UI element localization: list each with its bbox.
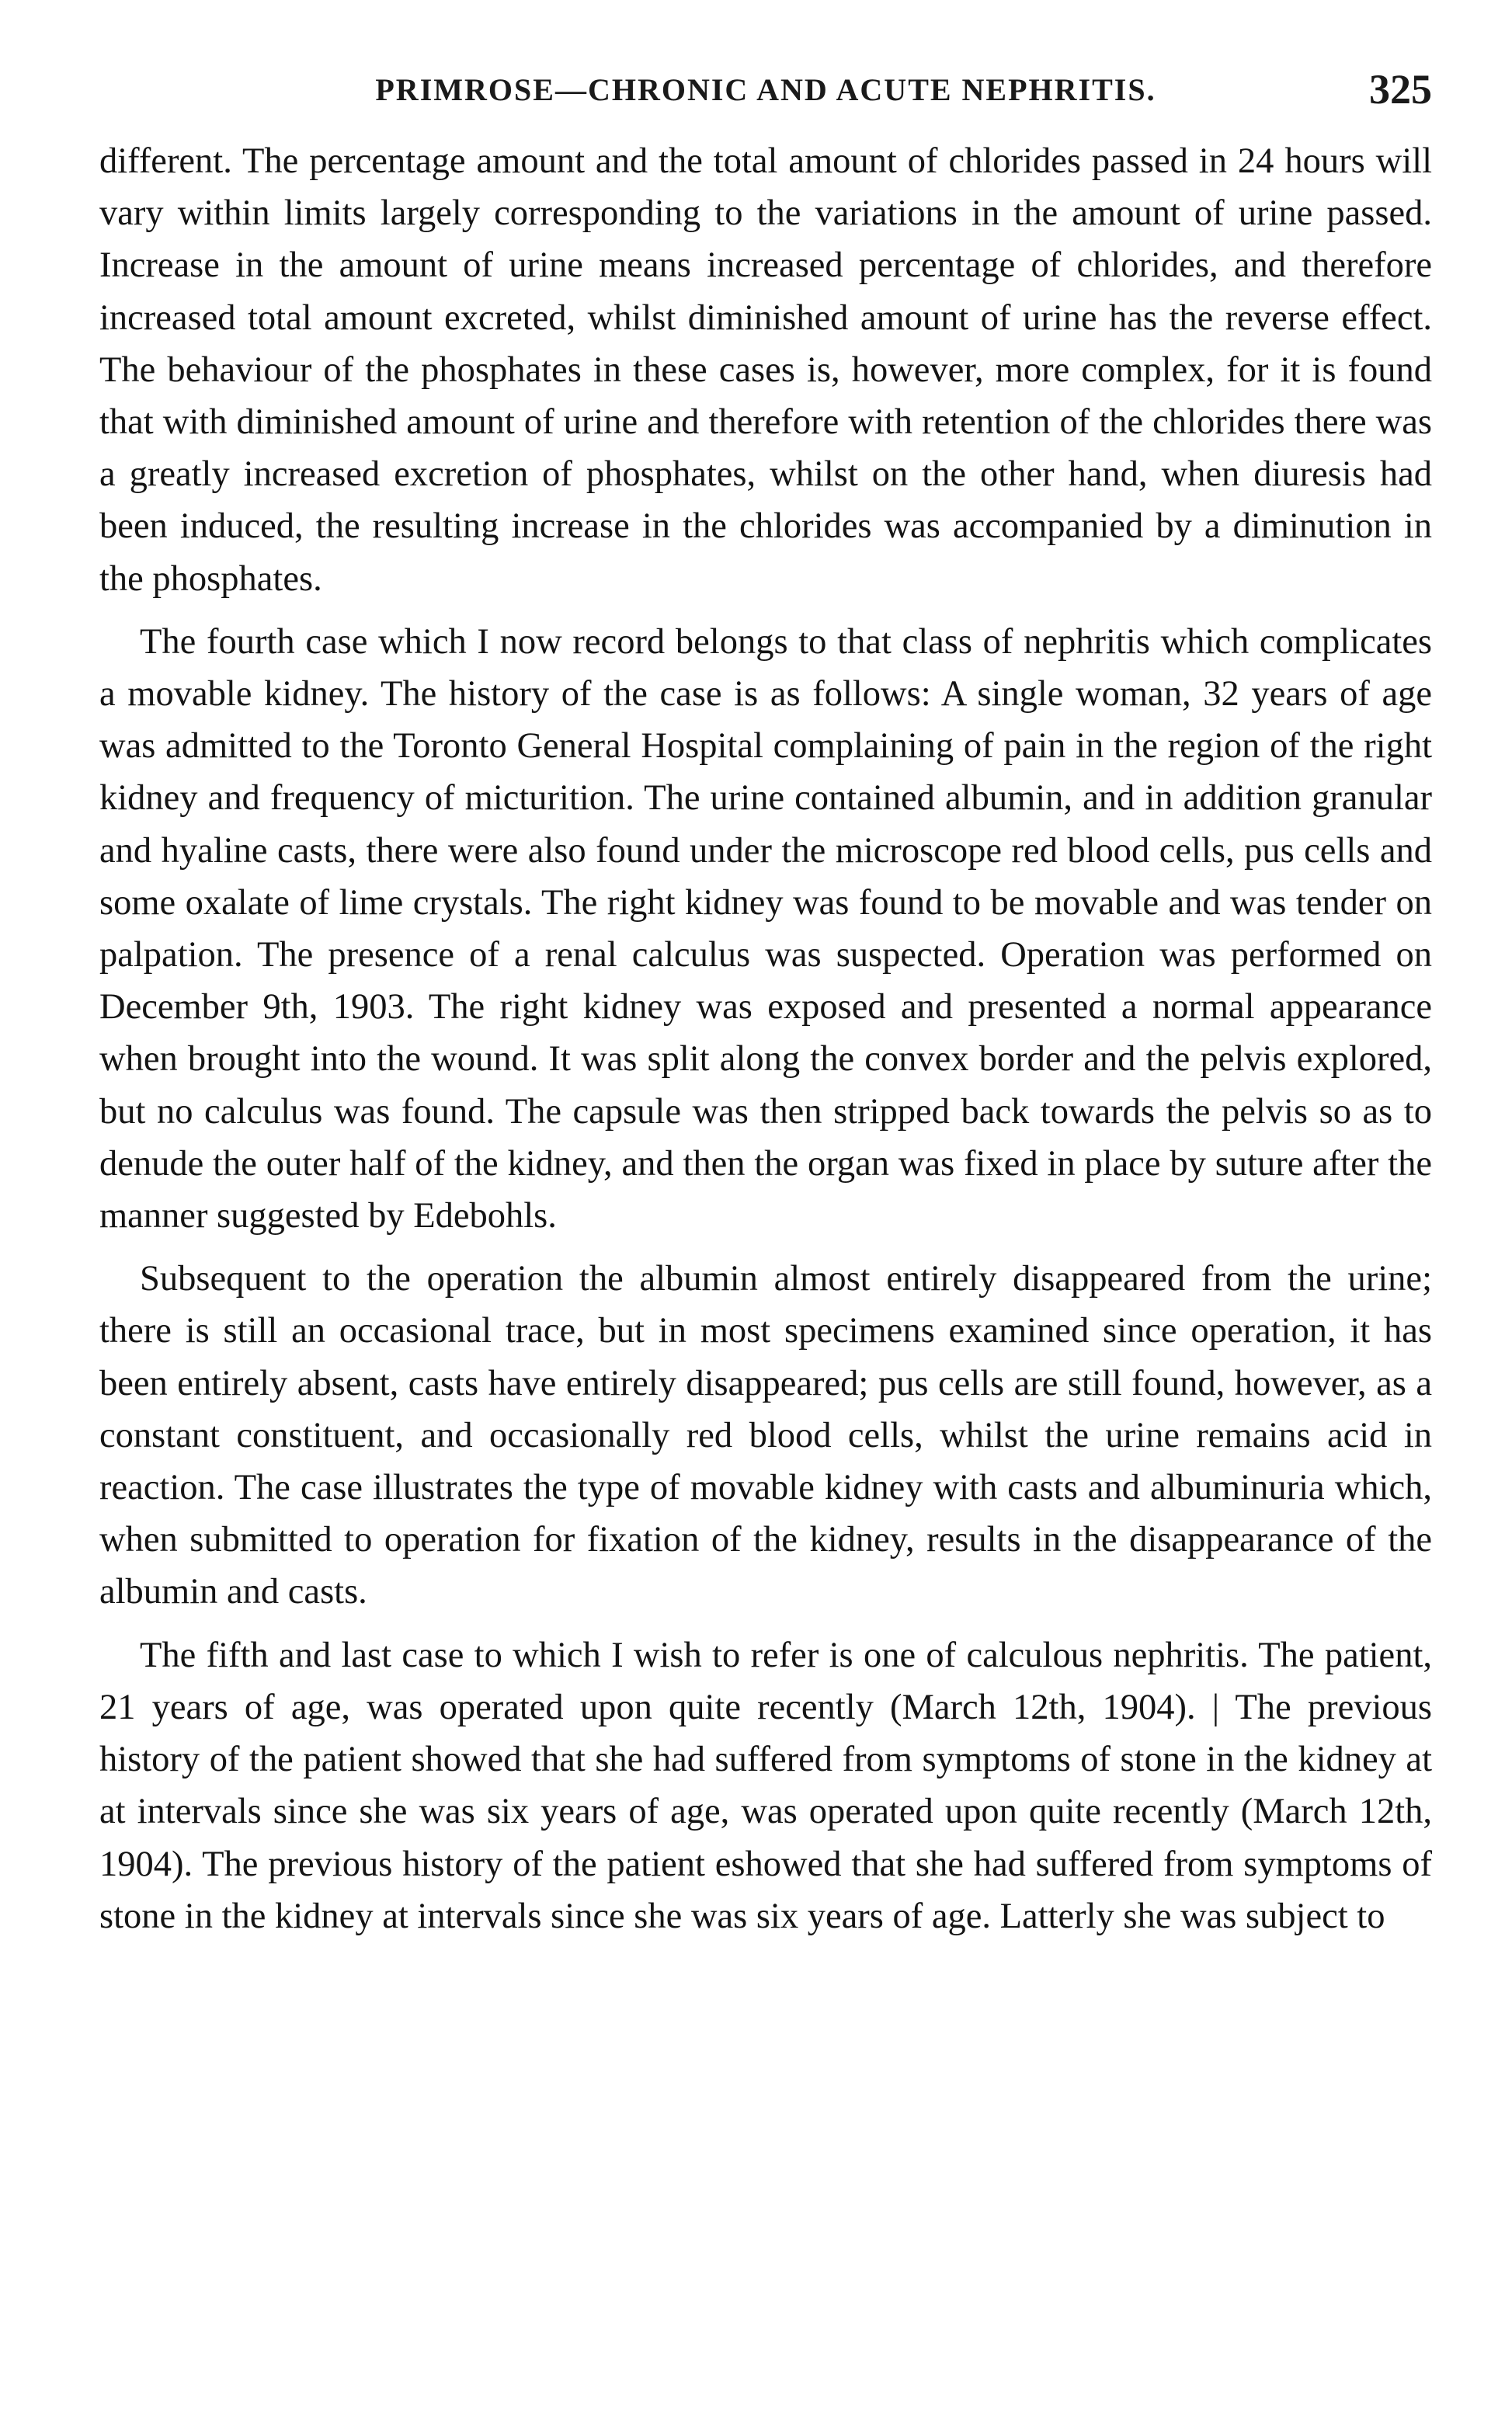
document-page bbox=[99, 61, 1432, 2383]
page-number: 325 bbox=[1369, 66, 1432, 113]
running-head: PRIMROSE—CHRONIC AND ACUTE NEPHRITIS. bbox=[375, 72, 1156, 107]
page-header bbox=[99, 61, 1432, 135]
paragraph-1: different. The percentage amount and the total amount of chlorides passed in 24 hours will vary within limits largely corresponding to the variations in the amount of urine passed. Increase in the amount of urine means increased percentage of chlorides, and therefore increased total amount excreted, whilst diminished amount of urine has the reverse effect. The behaviour of the phosphates in these cases is, however, more complex, for it is found that with diminished amount of urine and therefore with retention of the chlorides there was a greatly increased excretion of phosphates, whilst on the other hand, when diuresis had been induced, the resulting increase in the chlorides was accompanied by a diminution in the phosphates. bbox=[99, 141, 1432, 599]
body-text bbox=[99, 135, 1432, 1942]
paragraph-2: The fourth case which I now record belongs to that class of nephritis which complicates a movable kidney. The history of the case is as follows: A single woman, 32 years of age was admitted to the Toronto General Hospital complaining of pain in the region of the right kidney and frequency of micturition. The urine contained albumin, and in addition granular and hyaline casts, there were also found under the microscope red blood cells, pus cells and some oxalate of lime crystals. The right kidney was found to be movable and was tender on palpation. The presence of a renal calculus was suspected. Operation was performed on December 9th, 1903. The right kidney was exposed and presented a normal appearance when brought into the wound. It was split along the convex border and the pelvis explored, but no calculus was found. The capsule was then stripped back towards the pelvis so as to denude the outer half of the kidney, and then the organ was fixed in place by suture after the manner suggested by Edebohls. bbox=[99, 621, 1432, 1236]
paragraph-3: Subsequent to the operation the albumin almost entirely disappeared from the urine; there is still an occasional trace, but in most specimens examined since operation, it has been entirely absent, casts have entirely disappeared; pus cells are still found, however, as a constant constituent, and occasionally red blood cells, whilst the urine remains acid in reaction. The case illustrates the type of movable kidney with casts and albuminuria which, when submitted to operation for fixation of the kidney, results in the disappearance of the albumin and casts. bbox=[99, 1259, 1432, 1612]
paragraph-4: The fifth and last case to which I wish to refer is one of calculous nephritis. The patient, 21 years of age, was operated upon quite recently (March 12th, 1904). | The previous history of the patient showed that she had suffered from symptoms of stone in the kidney at at intervals since she was six years of age, was operated upon quite recently (March 12th, 1904). The previous history of the patient eshowed that she had suffered from symptoms of stone in the kidney at intervals since she was six years of age. Latterly she was subject to bbox=[99, 1635, 1432, 1936]
